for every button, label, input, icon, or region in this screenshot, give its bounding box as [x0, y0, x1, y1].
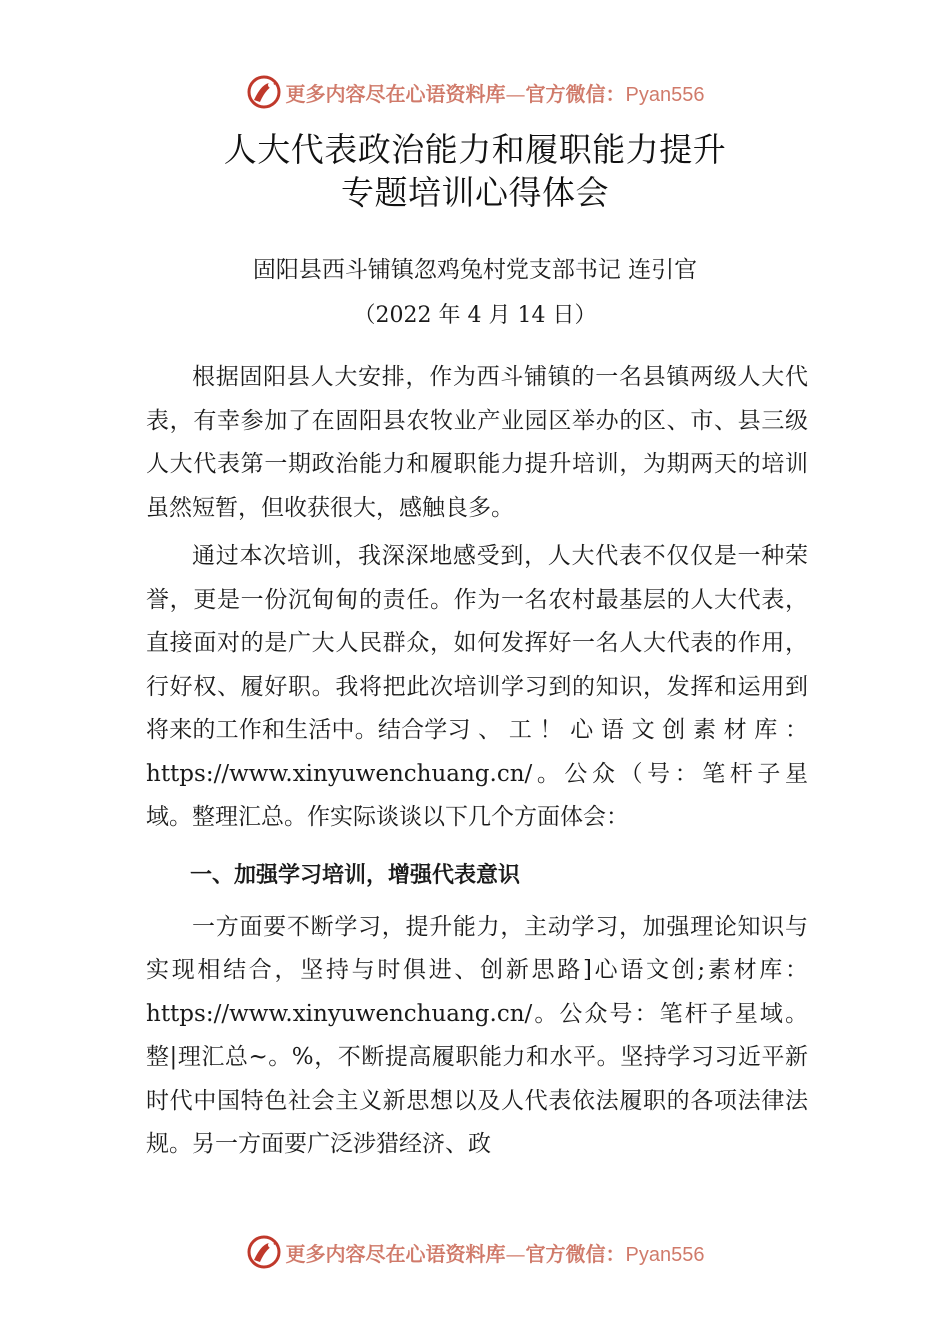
section-heading: 一、加强学习培训，增强代表意识	[190, 862, 521, 888]
document-title-line1: 人大代表政治能力和履职能力提升	[223, 130, 727, 169]
document-author: 固阳县西斗铺镇忽鸡兔村党支部书记 连引官	[252, 257, 698, 283]
watermark-banner-top	[0, 72, 950, 112]
brand-logo-icon	[246, 1234, 282, 1270]
body-paragraph: 根据固阳县人大安排，作为西斗铺镇的一名县镇两级人大代表，有幸参加了在固阳县农牧业产业园区举办的区、市、县三级人大代表第一期政治能力和履职能力提升培训，为期两天的培训虽然短暂，但收获很大，感触良多。	[146, 364, 808, 521]
document-date: （2022 年 4 月 14 日）	[353, 303, 597, 328]
body-paragraph: 一方面要不断学习，提升能力，主动学习，加强理论知识与实现相结合，坚持与时俱进、创新思路]心语文创;素材库：https://www.xinyuwenchuang.cn/。公众号：笔杆子星域。整|理汇总~。%，不断提高履职能力和水平。坚持学习习近平新时代中国特色社会主义新思想以及人代表依法履职的各项法律法规。另一方面要广泛涉猎经济、政	[146, 913, 808, 1157]
document-title-line2: 专题培训心得体会	[341, 173, 609, 212]
watermark-banner-bottom	[0, 1232, 950, 1272]
body-paragraph: 通过本次培训，我深深地感受到，人大代表不仅仅是一种荣誉，更是一份沉甸甸的责任。作为一名农村最基层的人大代表，直接面对的是广大人民群众，如何发挥好一名人大代表的作用，行好权、履好职。我将把此次培训学习到的知识，发挥和运用到将来的工作和生活中。结合学习 、 工 ！ 心 语 文 创 素 材 库 ： https://www.xinyuwenchuang.cn/。公众（号：笔杆子星域。整理汇总。作实际谈谈以下几个方面体会：	[146, 543, 808, 830]
watermark-text: 更多内容尽在心语资料库—官方微信：Pyan556	[285, 81, 705, 106]
document-body	[146, 356, 808, 1167]
watermark-text: 更多内容尽在心语资料库—官方微信：Pyan556	[285, 1241, 705, 1266]
brand-logo-icon	[246, 74, 282, 110]
